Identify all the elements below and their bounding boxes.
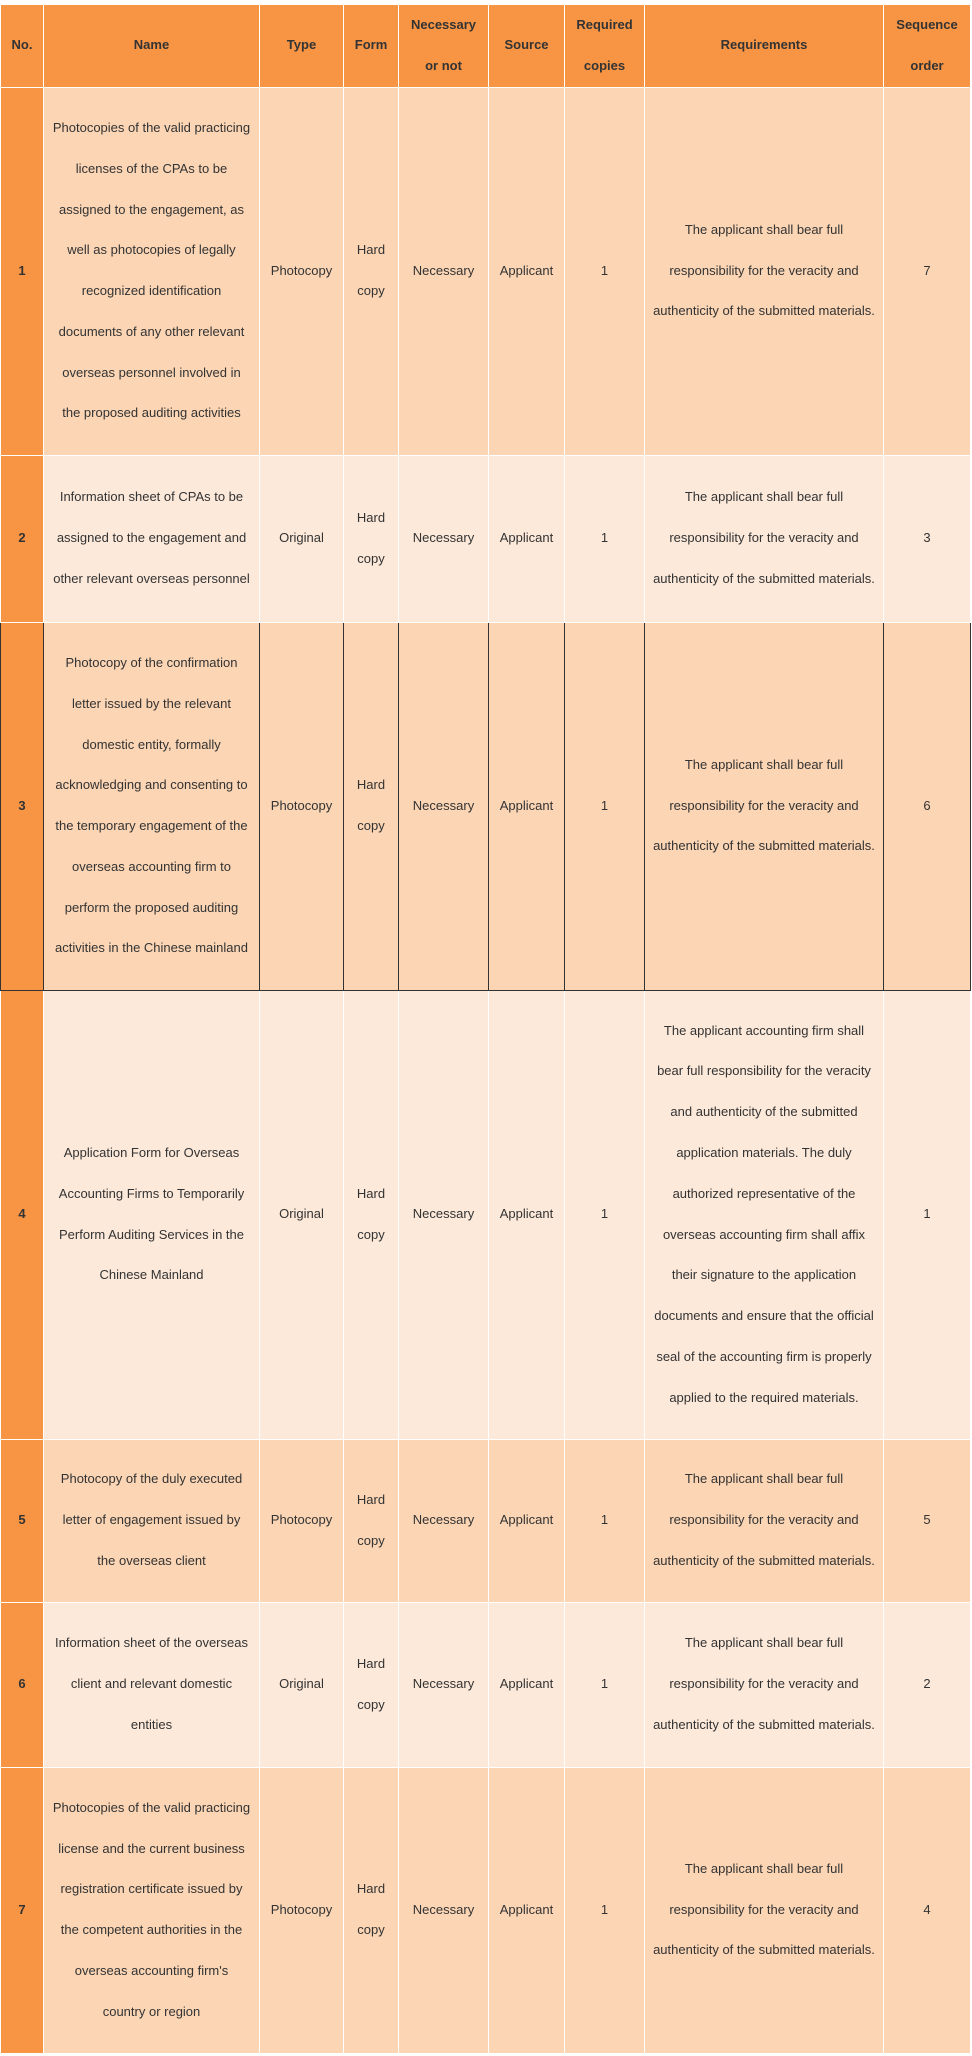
material-name: Information sheet of the overseas client and relevant domestic entities (44, 1602, 260, 1767)
material-form: Hard copy (344, 990, 399, 1439)
header-type: Type (260, 5, 344, 88)
header-source: Source (489, 5, 565, 88)
row-number: 2 (1, 455, 44, 622)
material-name: Photocopies of the valid practicing licenses of the CPAs to be assigned to the engagement, as well as photocopies of legally recognized identification documents of any other relevant overseas personnel involved in the proposed auditing activities (44, 87, 260, 455)
material-necessity: Necessary (399, 1439, 489, 1602)
materials-table-container (0, 4, 970, 2054)
table-row (1, 990, 971, 1439)
material-form: Hard copy (344, 455, 399, 622)
material-copies: 1 (565, 1767, 645, 2053)
material-necessity: Necessary (399, 455, 489, 622)
material-sequence: 5 (884, 1439, 971, 1602)
row-number: 4 (1, 990, 44, 1439)
header-sequence: Sequence order (884, 5, 971, 88)
material-type: Photocopy (260, 1767, 344, 2053)
material-sequence: 1 (884, 990, 971, 1439)
material-copies: 1 (565, 990, 645, 1439)
header-name: Name (44, 5, 260, 88)
material-requirements: The applicant shall bear full responsibility for the veracity and authenticity of the submitted materials. (645, 1439, 884, 1602)
material-source: Applicant (489, 1767, 565, 2053)
material-type: Photocopy (260, 1439, 344, 1602)
material-requirements: The applicant shall bear full responsibility for the veracity and authenticity of the submitted materials. (645, 622, 884, 990)
material-necessity: Necessary (399, 1602, 489, 1767)
header-copies: Required copies (565, 5, 645, 88)
material-copies: 1 (565, 455, 645, 622)
material-source: Applicant (489, 1439, 565, 1602)
row-number: 5 (1, 1439, 44, 1602)
material-copies: 1 (565, 1439, 645, 1602)
material-source: Applicant (489, 1602, 565, 1767)
material-form: Hard copy (344, 622, 399, 990)
material-sequence: 6 (884, 622, 971, 990)
row-number: 3 (1, 622, 44, 990)
table-row (1, 1439, 971, 1602)
row-number: 6 (1, 1602, 44, 1767)
material-form: Hard copy (344, 1602, 399, 1767)
table-row (1, 622, 971, 990)
material-requirements: The applicant shall bear full responsibility for the veracity and authenticity of the submitted materials. (645, 455, 884, 622)
material-type: Original (260, 455, 344, 622)
material-necessity: Necessary (399, 1767, 489, 2053)
material-sequence: 4 (884, 1767, 971, 2053)
header-form: Form (344, 5, 399, 88)
material-name: Application Form for Overseas Accounting Firms to Temporarily Perform Auditing Services in the Chinese Mainland (44, 990, 260, 1439)
material-sequence: 2 (884, 1602, 971, 1767)
table-row (1, 455, 971, 622)
material-source: Applicant (489, 622, 565, 990)
row-number: 7 (1, 1767, 44, 2053)
header-requirements: Requirements (645, 5, 884, 88)
material-requirements: The applicant shall bear full responsibility for the veracity and authenticity of the submitted materials. (645, 1602, 884, 1767)
table-row (1, 1602, 971, 1767)
material-form: Hard copy (344, 87, 399, 455)
material-necessity: Necessary (399, 87, 489, 455)
material-necessity: Necessary (399, 990, 489, 1439)
header-no: No. (1, 5, 44, 88)
header-row (1, 5, 971, 88)
material-sequence: 3 (884, 455, 971, 622)
material-name: Photocopy of the confirmation letter issued by the relevant domestic entity, formally acknowledging and consenting to the temporary engagement of the overseas accounting firm to perform the proposed auditing activities in the Chinese mainland (44, 622, 260, 990)
material-requirements: The applicant shall bear full responsibility for the veracity and authenticity of the submitted materials. (645, 87, 884, 455)
row-number: 1 (1, 87, 44, 455)
material-form: Hard copy (344, 1767, 399, 2053)
header-necessary: Necessary or not (399, 5, 489, 88)
material-type: Original (260, 1602, 344, 1767)
material-copies: 1 (565, 1602, 645, 1767)
table-row (1, 1767, 971, 2053)
material-requirements: The applicant accounting firm shall bear full responsibility for the veracity and authenticity of the submitted application materials. The duly authorized representative of the overseas accounting firm shall affix their signature to the application documents and ensure that the official seal of the accounting firm is properly applied to the required materials. (645, 990, 884, 1439)
material-source: Applicant (489, 87, 565, 455)
material-copies: 1 (565, 622, 645, 990)
material-type: Photocopy (260, 87, 344, 455)
material-copies: 1 (565, 87, 645, 455)
material-name: Photocopies of the valid practicing license and the current business registration certificate issued by the competent authorities in the overseas accounting firm's country or region (44, 1767, 260, 2053)
material-source: Applicant (489, 990, 565, 1439)
material-necessity: Necessary (399, 622, 489, 990)
material-source: Applicant (489, 455, 565, 622)
material-requirements: The applicant shall bear full responsibility for the veracity and authenticity of the submitted materials. (645, 1767, 884, 2053)
material-type: Photocopy (260, 622, 344, 990)
material-type: Original (260, 990, 344, 1439)
materials-table (0, 4, 971, 2054)
material-name: Photocopy of the duly executed letter of engagement issued by the overseas client (44, 1439, 260, 1602)
material-name: Information sheet of CPAs to be assigned to the engagement and other relevant overseas personnel (44, 455, 260, 622)
table-row (1, 87, 971, 455)
material-form: Hard copy (344, 1439, 399, 1602)
material-sequence: 7 (884, 87, 971, 455)
